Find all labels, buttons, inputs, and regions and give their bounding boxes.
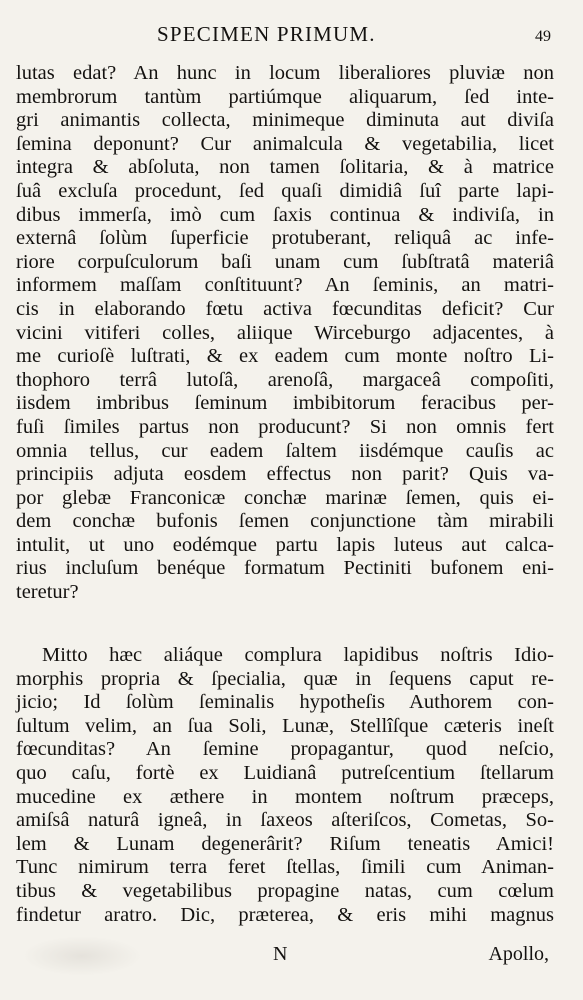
text-line: informem maſſam conſtituunt? An ſeminis, an matri- — [16, 274, 554, 297]
text-line: dibus immerſa, imò cum ſaxis continua & indiviſa, in — [16, 203, 554, 226]
text-line: dem conchæ bufonis ſemen conjunctione tàm mirabili — [16, 510, 554, 533]
text-line: fuſi ſimiles partus non producunt? Si non omnis fert — [16, 415, 554, 438]
paragraph-1 — [16, 62, 554, 605]
text-line: rius incluſum benéque formatum Pectiniti bufonem eni- — [16, 557, 554, 580]
text-line: principiis adjuta eosdem effectus non parit? Quis va- — [16, 463, 554, 486]
text-line: gri animantis collecta, minimeque diminuta aut diviſa — [16, 109, 554, 132]
text-line: amiſsâ naturâ igneâ, in ſaxeos aſteriſcos, Cometas, So- — [16, 809, 554, 832]
text-line: integra & abſoluta, non tamen ſolitaria, & à matrice — [16, 156, 554, 179]
running-head: SPECIMEN PRIMUM. — [157, 22, 376, 46]
page-footer — [0, 943, 583, 973]
text-line: lem & Lunam degenerârit? Riſum teneatis Amici! — [16, 832, 554, 855]
text-line: ſultum velim, an ſua Soli, Lunæ, Stellîſque cæteris ineſt — [16, 714, 554, 737]
text-line: Tunc nimirum terra feret ſtellas, ſimili cum Animan- — [16, 856, 554, 879]
text-line: findetur aratro. Dic, præterea, & eris mihi magnus — [16, 903, 554, 926]
text-line: membrorum tantùm partiúmque aliquarum, ſed inte- — [16, 85, 554, 108]
paragraph-2 — [16, 644, 554, 927]
text-line: tibus & vegetabilibus propagine natas, cum cœlum — [16, 879, 554, 902]
page-header — [0, 22, 583, 52]
text-line: Mitto hæc aliáque complura lapidibus noſtris Idio- — [42, 644, 554, 666]
text-line: intulit, ut uno eodémque partu lapis luteus aut calca- — [16, 533, 554, 556]
text-line: iisdem imbribus ſeminum imbibitorum feracibus per- — [16, 392, 554, 415]
text-line: thophoro terrâ lutoſâ, arenoſâ, margaceâ compoſiti, — [16, 368, 554, 391]
text-line: morphis propria & ſpecialia, quæ in ſequens caput re- — [16, 667, 554, 690]
text-line: por glebæ Franconicæ conchæ marinæ ſemen, quis ei- — [16, 486, 554, 509]
text-line: teretur? — [16, 581, 79, 604]
text-line: quo caſu, fortè ex Luidianâ putreſcentium ſtellarum — [16, 761, 554, 784]
text-line: vicini vitiferi colles, aliique Wirceburgo adjacentes, à — [16, 321, 554, 344]
text-line: fœcunditas? An ſemine propagantur, quod neſcio, — [16, 738, 554, 761]
text-line: externâ ſolùm ſuperficie protuberant, reliquâ ac infe- — [16, 227, 554, 250]
text-line: omnia tellus, cur eadem ſaltem iisdémque cauſis ac — [16, 439, 554, 462]
signature-mark: N — [273, 943, 288, 965]
text-line: jicio; Id ſolùm ſeminalis hypotheſis Authorem con- — [16, 691, 554, 714]
text-line: cis in elaborando fœtu activa fœcunditas deficit? Cur — [16, 297, 554, 320]
text-line: lutas edat? An hunc in locum liberaliores pluviæ non — [16, 62, 554, 84]
text-line: ſemina deponunt? Cur animalcula & vegetabilia, licet — [16, 132, 554, 155]
catchword: Apollo, — [488, 943, 549, 965]
text-line: me curioſè luſtrati, & ex eadem cum monte noſtro Li- — [16, 345, 554, 368]
text-line: riore corpuſculorum baſi unam cum ſubſtratâ materiâ — [16, 250, 554, 273]
text-line: mucedine ex æthere in montem noſtrum præceps, — [16, 785, 554, 808]
text-line: ſuâ excluſa procedunt, ſed quaſi dimidiâ ſuî parte lapi- — [16, 179, 554, 202]
page-number: 49 — [535, 28, 551, 45]
